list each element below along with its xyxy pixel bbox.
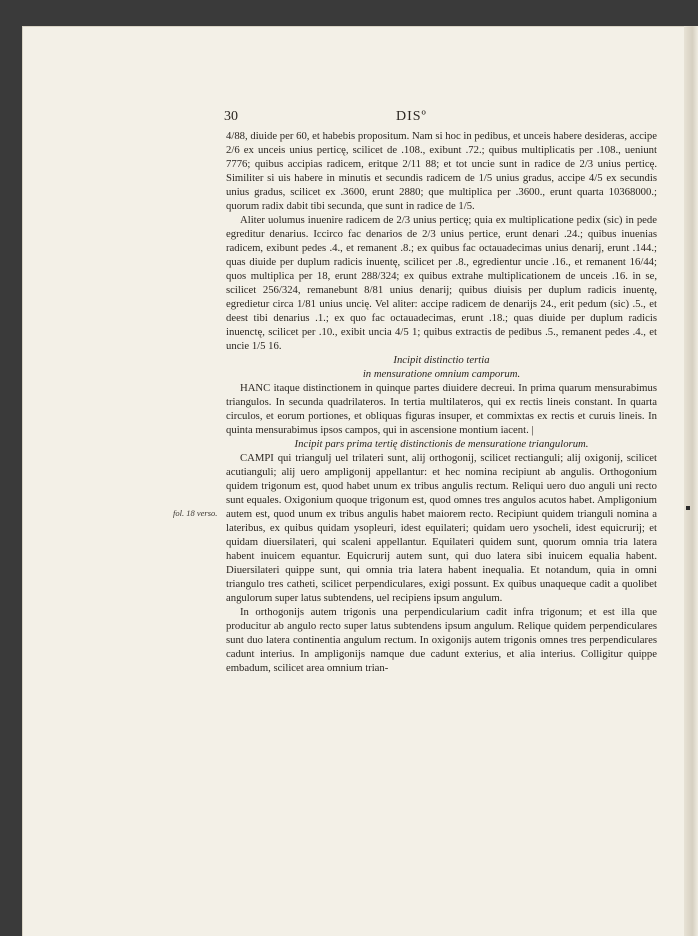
section-heading-line-2: in mensuratione omnium camporum. [362, 368, 521, 380]
paragraph-3: HANC itaque distinctionem in quinque partes diuidere decreui. In prima quarum mensurabimus triangulos. In secunda quadrilateros. In tertia multilateros, qui ex rectis lineis constant. In quarta circulos, et eorum portiones, et obliquas figuras insuper, et commixtas ex rectis et curuis lineis. In quinta mensurabimus ipsos campos, qui in ascensione montium iacent. | [226, 382, 657, 436]
page-header [212, 109, 662, 127]
edge-mark [686, 506, 690, 510]
paragraph-1: 4/88, diuide per 60, et habebis propositum. Nam si hoc in pedibus, et unceis habere desideras, accipe 2/6 ex unceis unius perticę, scilicet de .108., exibunt .72.; quibus multiplicatis per .108., ueniunt 7776; quibus accipias radicem, eritque 2/11 88; et tot uncie sunt in radice de 2/3 unius perticę. Similiter si uis habere in minutis et secundis radicem de 1/5 unius gradus, accipe 4/5 ex secundis unius gradus, scilicet ex .3600, erunt 2880; que multiplica per .3600., erunt quarta 10368000.; quorum radix dabit tibi secunda, que sunt in radice de 1/5. [226, 130, 657, 212]
section-heading-line-1: Incipit distinctio tertia [393, 354, 490, 366]
running-head: DISº [396, 109, 427, 124]
margin-note: fol. 18 verso. [173, 508, 218, 518]
subsection-heading: Incipit pars prima tertię distinctionis de mensuratione triangulorum. [294, 438, 589, 450]
text-block [226, 129, 657, 675]
page-number: 30 [224, 109, 238, 124]
paragraph-5: In orthogonijs autem trigonis una perpendicularium cadit infra trigonum; et est illa que producitur ab angulo recto super latus subtendens ipsum angulum. Relique quidem perpendiculares sunt duo latera continentia angulum rectum. In oxigonijs autem trigonis omnes tres perpendiculares cadunt interius. In ampligonijs namque due cadunt exterius, et alia interius. Colligitur quippe embadum, scilicet area omnium trian- [226, 606, 657, 674]
page-edge [684, 26, 698, 936]
book-page [22, 26, 698, 936]
paragraph-4: CAMPI qui triangulj uel trilateri sunt, alij orthogonij, scilicet rectianguli; alij oxigonij, scilicet acutianguli; alij uero ampligonij appellantur: et hec nomina recipiunt ab angulis. Orthogonium quidem trigonum est, quod habet unum ex tribus angulis rectum. Reliqui uero duo anguli uni recto sunt equales. Oxigonium quoque trigonum est, quod omnes tres angulos acutos habet. Ampligonium autem est, quod unum ex tribus angulis habet maiorem recto. Recipiunt quidem trianguli nomina a lateribus, ex quibus quidam ysopleuri, idest equilateri; quidam uero ysocheli, idest equicrurij; et quidam diuersilateri, qui scaleni appellantur. Equilateri quidem sunt, quorum omnia tria latera habent inuicem equantur. Equicrurij autem sunt, qui duo latera sibi inuicem equalia habent. Diuersilateri quippe sunt, qui omnia tria latera habent inequalia. Et notandum, quia in omni triangulo tres catheti, scilicet perpendiculares, exigi possunt. Ex quibus unaqueque cadit a quolibet angulorum super latus subtendens, uel recipiens ipsum angulum. [226, 452, 657, 604]
paragraph-2: Aliter uolumus inuenire radicem de 2/3 unius perticę; quia ex multiplicatione pedix (sic) in pede egreditur denarius. Iccirco fac denarios de 2/3 unius pertice, erunt denari .24.; quibus inuenias radicem, exibunt pedes .4., et remanent .8.; ex quibus fac octauadecimas unius denarij, erunt .144.; quas diuide per duplum radicis inuentę, scilicet per .8., egredientur uncie .16., et remanent 16/44; quos multiplica per 18, erunt 288/324; ex quibus extrahe multiplicationem de unceis .16. in se, scilicet 256/324, remanebunt 8/81 unius denarij; quibus diuisis per duplum radicis inuentę, egredietur circa 1/81 unius uncię. Vel aliter: accipe radicem de denarijs 24., erit pedum (sic) .5., et deest tibi denarius .1.; ex quo fac octauadecimas, erunt .18.; quas diuide per duplum radicis inuenctę, scilicet per .10., exibit uncia 4/5 1; quibus extractis de pedibus .5., remanent pedes .4., et uncie 1/5 16. [226, 214, 657, 352]
